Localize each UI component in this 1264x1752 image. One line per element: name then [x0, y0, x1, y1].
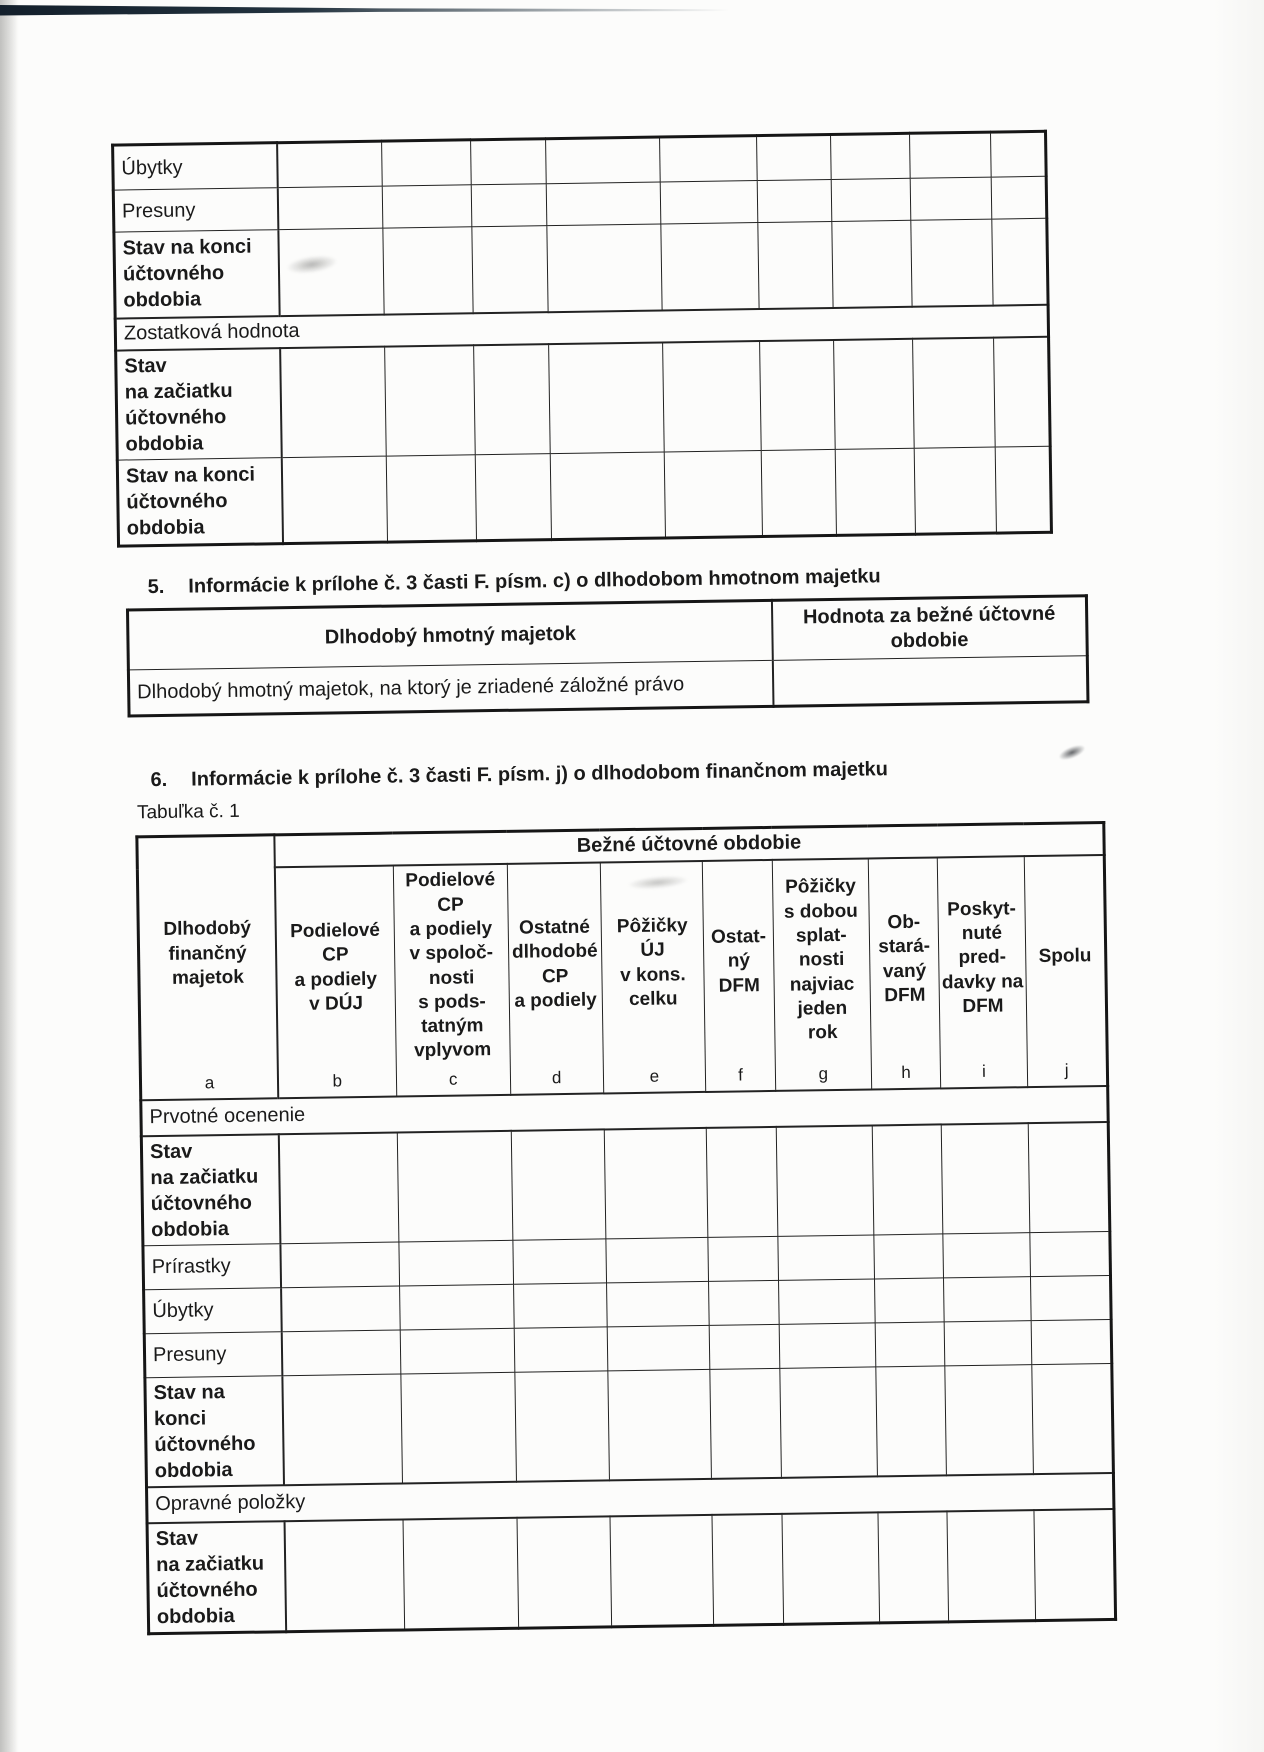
section-number: 5. — [147, 575, 165, 599]
empty-cell — [1034, 1508, 1116, 1620]
period-header: Bežné účtovné obdobie — [274, 822, 1104, 866]
empty-cell — [874, 1233, 944, 1278]
empty-cell — [756, 134, 831, 180]
empty-cell — [943, 1232, 1030, 1277]
empty-cell — [514, 1326, 608, 1371]
empty-cell — [386, 455, 477, 542]
empty-cell — [831, 133, 910, 179]
empty-cell — [945, 1320, 1032, 1365]
empty-cell — [546, 182, 660, 226]
empty-cell — [1030, 1275, 1111, 1320]
row-label: Úbytky — [113, 143, 278, 190]
empty-cell — [513, 1282, 607, 1327]
empty-cell — [947, 1510, 1035, 1622]
section-label: Zostatková hodnota — [115, 304, 1048, 350]
empty-cell — [382, 185, 472, 228]
value-cell — [773, 656, 1088, 707]
row-label: Presuny — [113, 188, 278, 232]
table-row — [114, 218, 1048, 318]
col-header: Podielové CP a podiely v spoloč- nosti s pods- tatným vplyvom — [405, 869, 496, 1062]
section-label: Opravné položky — [147, 1472, 1114, 1522]
empty-cell — [661, 223, 759, 310]
empty-cell — [474, 344, 550, 455]
empty-cell — [992, 218, 1048, 305]
empty-cell — [282, 1373, 402, 1484]
empty-cell — [872, 1124, 943, 1235]
col-header-cell — [772, 858, 871, 1090]
empty-cell — [513, 1238, 607, 1283]
empty-cell — [875, 1321, 945, 1366]
empty-cell — [1028, 1121, 1110, 1232]
col-header: Poskyt- nuté pred- davky na DFM — [941, 898, 1024, 1018]
empty-cell — [399, 1284, 514, 1330]
empty-cell — [606, 1237, 709, 1283]
table-row — [117, 446, 1051, 546]
table-row — [116, 336, 1051, 460]
col-letter: c — [448, 1069, 458, 1089]
empty-cell — [710, 1368, 781, 1479]
empty-cell — [709, 1280, 779, 1325]
empty-cell — [608, 1369, 712, 1480]
empty-cell — [400, 1328, 515, 1374]
col-letter: e — [649, 1066, 660, 1086]
empty-cell — [545, 137, 659, 184]
row-label: Úbytky — [144, 1287, 282, 1333]
row-label: Stav na konci účtovného obdobia — [117, 458, 282, 546]
empty-cell — [944, 1276, 1031, 1321]
empty-cell — [878, 1511, 949, 1623]
empty-cell — [471, 139, 546, 185]
section-label: Prvotné ocenenie — [141, 1085, 1108, 1135]
tangible-assets-table — [126, 594, 1090, 717]
section5-heading — [147, 565, 880, 599]
empty-cell — [876, 1365, 947, 1476]
empty-cell — [778, 1234, 874, 1279]
empty-cell — [659, 136, 757, 182]
empty-cell — [660, 181, 758, 224]
empty-cell — [517, 1516, 612, 1628]
col-header: Spolu — [1038, 945, 1092, 968]
empty-cell — [911, 219, 993, 306]
empty-cell — [664, 451, 762, 538]
empty-cell — [610, 1514, 714, 1626]
empty-cell — [776, 1125, 873, 1236]
empty-cell — [381, 140, 471, 186]
financial-assets-table — [135, 821, 1117, 1635]
row-label: Stav na konci účtovného obdobia — [145, 1375, 284, 1487]
empty-cell — [1031, 1319, 1112, 1364]
col-letter: j — [1064, 1060, 1069, 1080]
col-a-letter: a — [204, 1072, 215, 1093]
col-header: Ob- stará- vaný DFM — [878, 911, 931, 1007]
empty-cell — [280, 1242, 399, 1288]
table-row — [141, 1121, 1110, 1245]
empty-cell — [548, 342, 663, 454]
empty-cell — [472, 226, 548, 313]
section6-heading — [150, 758, 888, 792]
empty-cell — [547, 224, 662, 312]
col-header-cell — [1024, 854, 1108, 1086]
empty-cell — [604, 1127, 708, 1238]
empty-cell — [606, 1281, 709, 1327]
col-header-cell — [938, 856, 1028, 1088]
empty-cell — [912, 337, 995, 448]
empty-cell — [398, 1240, 513, 1286]
col-header-cell — [275, 865, 397, 1098]
col-letter: g — [818, 1063, 829, 1083]
col-header-cell — [507, 862, 603, 1094]
empty-cell — [707, 1126, 778, 1237]
row-label: Prírastky — [143, 1243, 281, 1289]
empty-cell — [475, 454, 551, 541]
empty-cell — [279, 1132, 399, 1243]
empty-cell — [400, 1372, 516, 1483]
empty-cell — [782, 1512, 879, 1624]
empty-cell — [550, 452, 665, 540]
col-a-header: Dlhodobý finančný majetok — [163, 917, 252, 989]
col-letter: b — [332, 1070, 343, 1090]
empty-cell — [278, 228, 384, 316]
col-header: Pôžičky ÚJ v kons. celku — [616, 915, 688, 1010]
empty-cell — [778, 1278, 874, 1323]
col-header-cell — [703, 859, 776, 1091]
empty-cell — [758, 221, 834, 308]
empty-cell — [874, 1277, 944, 1322]
empty-cell — [471, 184, 546, 227]
col-header: Ostat- ný DFM — [710, 926, 767, 997]
empty-cell — [282, 1329, 401, 1375]
col-header: Pôžičky s dobou splat- nosti najviac jeden rok — [783, 876, 858, 1044]
empty-cell — [991, 176, 1047, 219]
empty-cell — [945, 1364, 1033, 1475]
row-label: Stav na začiatku účtovného obdobia — [116, 348, 282, 460]
empty-cell — [914, 447, 996, 534]
table-row — [145, 1363, 1114, 1487]
empty-cell — [384, 345, 475, 456]
empty-cell — [281, 456, 387, 544]
col-value-header: Hodnota za bežné účtovné obdobie — [772, 596, 1087, 661]
section-number: 6. — [150, 768, 168, 792]
empty-cell — [511, 1129, 606, 1240]
empty-cell — [277, 186, 382, 230]
row-label: Stav na konci účtovného obdobia — [114, 230, 279, 318]
table-caption: Tabuľka č. 1 — [136, 800, 240, 824]
empty-cell — [662, 341, 761, 452]
row-label: Stav na začiatku účtovného obdobia — [147, 1521, 286, 1634]
empty-cell — [281, 1286, 400, 1332]
row-label: Dlhodobý hmotný majetok, na ktorý je zriadené záložné právo — [128, 660, 773, 716]
empty-cell — [995, 446, 1051, 533]
empty-cell — [761, 449, 837, 536]
empty-cell — [709, 1324, 779, 1369]
empty-cell — [757, 179, 832, 222]
empty-cell — [832, 178, 911, 221]
empty-cell — [607, 1325, 710, 1371]
empty-cell — [712, 1513, 783, 1625]
empty-cell — [993, 336, 1050, 447]
empty-cell — [1031, 1363, 1113, 1474]
empty-cell — [383, 227, 474, 314]
empty-cell — [910, 177, 992, 220]
empty-cell — [942, 1123, 1030, 1234]
empty-cell — [909, 132, 991, 178]
col-a-header-cell — [137, 835, 278, 1100]
empty-cell — [832, 220, 912, 307]
empty-cell — [280, 346, 386, 458]
empty-cell — [515, 1370, 610, 1481]
section-title: Informácie k prílohe č. 3 časti F. písm. c) o dlhodobom hmotnom majetku — [188, 565, 881, 598]
col-letter: h — [901, 1062, 911, 1082]
col-header-cell — [600, 860, 706, 1092]
col-header-cell — [868, 857, 941, 1089]
col-header: Ostatné dlhodobé CP a podiely — [511, 916, 598, 1012]
asset-movements-continuation-table — [111, 130, 1053, 548]
empty-cell — [780, 1366, 877, 1477]
col-letter: i — [981, 1061, 986, 1081]
col-letter: f — [738, 1064, 744, 1084]
col-letter: d — [551, 1067, 562, 1087]
empty-cell — [834, 338, 914, 449]
empty-cell — [759, 339, 835, 450]
section-title: Informácie k prílohe č. 3 časti F. písm. j) o dlhodobom finančnom majetku — [191, 758, 889, 791]
empty-cell — [397, 1130, 513, 1241]
empty-cell — [779, 1322, 875, 1367]
empty-cell — [990, 131, 1046, 177]
col-item-header: Dlhodobý hmotný majetok — [127, 600, 772, 670]
empty-cell — [1029, 1231, 1110, 1276]
empty-cell — [836, 448, 916, 535]
column-header-row — [137, 854, 1107, 1099]
table-row — [147, 1508, 1116, 1633]
col-header: Podielové CP a podiely v DÚJ — [290, 919, 381, 1015]
empty-cell — [284, 1519, 404, 1631]
col-header-cell — [393, 863, 511, 1096]
row-label: Presuny — [144, 1331, 282, 1377]
empty-cell — [708, 1236, 778, 1281]
empty-cell — [277, 141, 382, 188]
row-label: Stav na začiatku účtovného obdobia — [141, 1134, 280, 1246]
empty-cell — [403, 1517, 519, 1629]
